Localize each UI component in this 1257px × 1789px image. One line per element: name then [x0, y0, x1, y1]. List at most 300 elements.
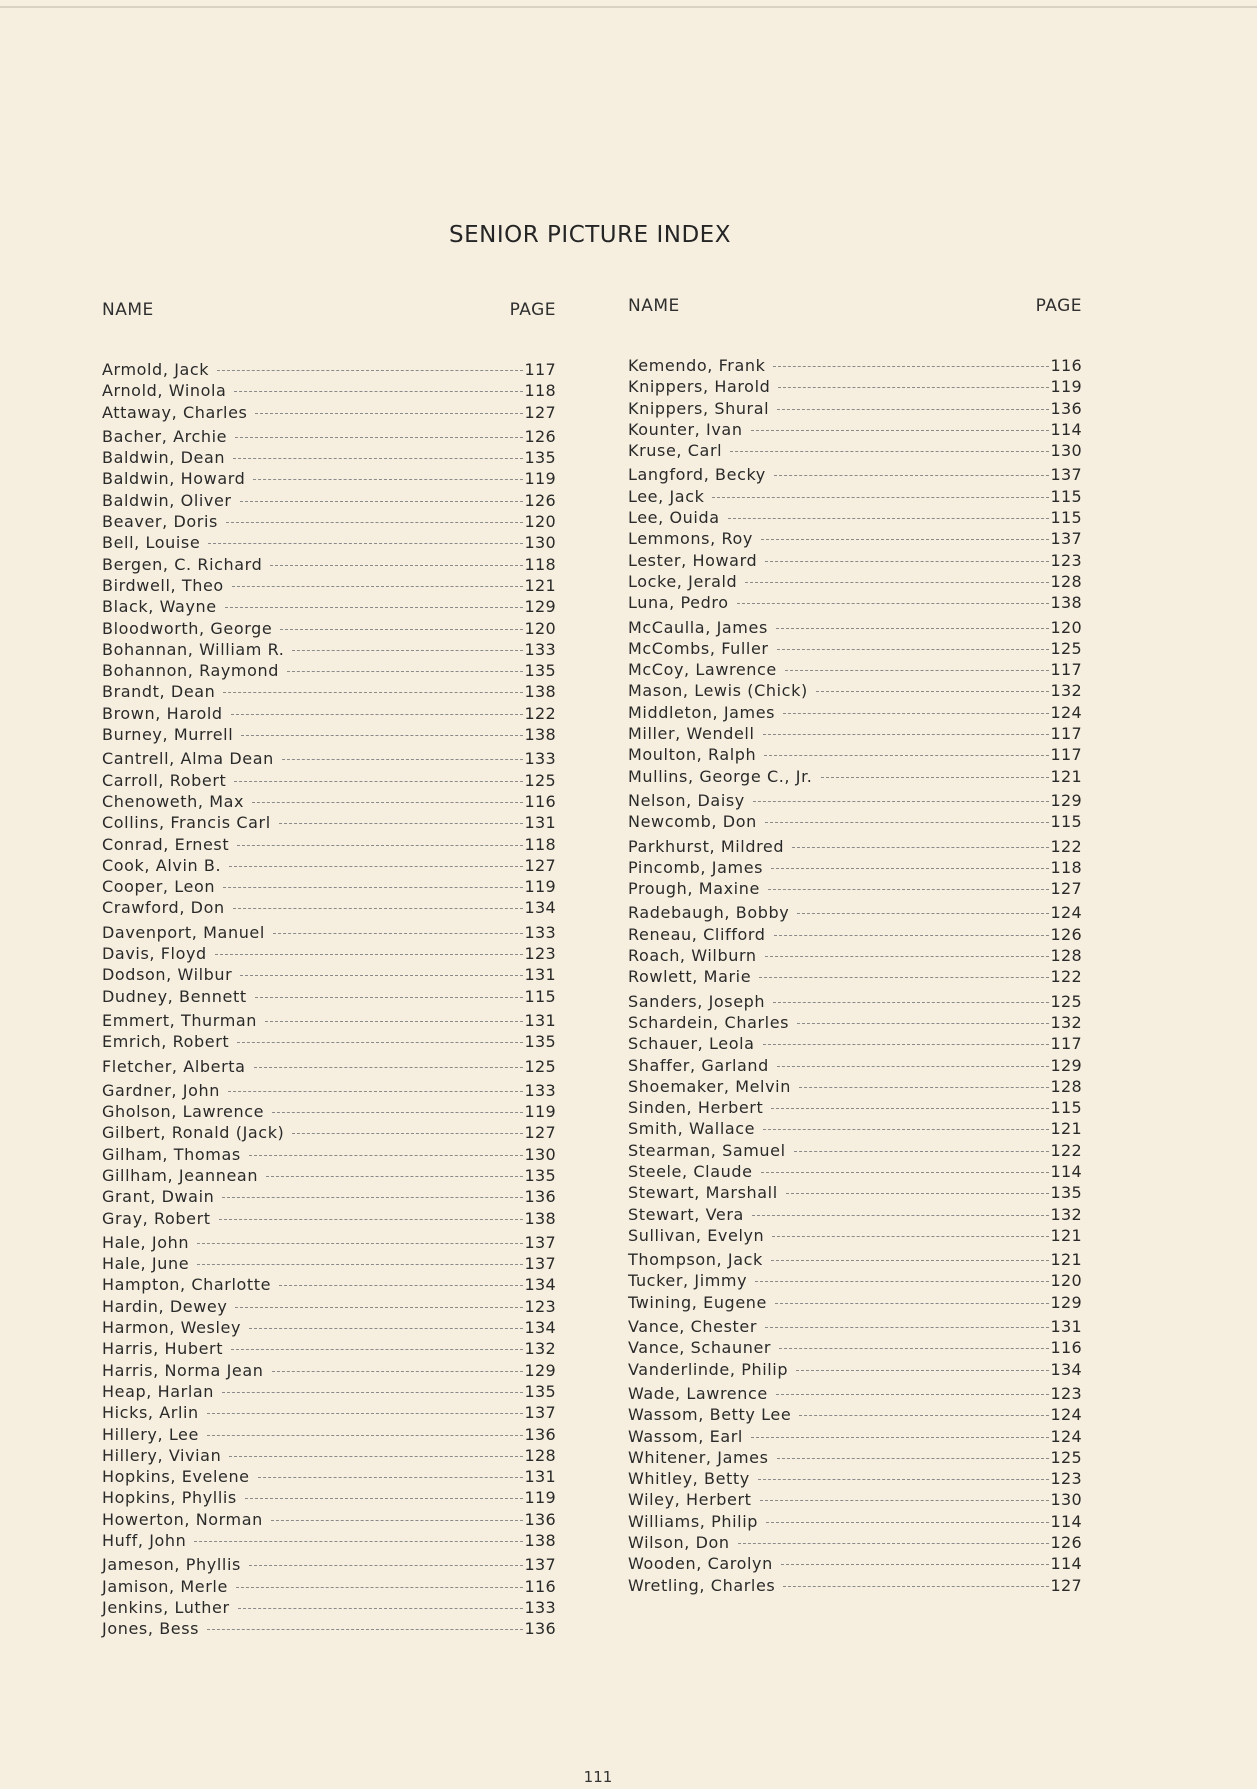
letter-group: [102, 1555, 556, 1640]
index-entry: [628, 903, 1082, 924]
index-entry: [628, 1360, 1082, 1381]
dot-leader: [783, 1586, 1048, 1587]
entry-name: Pincomb, James: [628, 857, 764, 877]
entry-page: 138: [524, 682, 556, 702]
entry-page: 120: [524, 512, 556, 532]
dot-leader: [765, 1327, 1048, 1328]
entry-page: 138: [524, 1208, 556, 1228]
index-entry: [102, 448, 556, 469]
entry-page: 136: [524, 1619, 556, 1639]
letter-group: [102, 1081, 556, 1230]
index-entry: [628, 1250, 1082, 1271]
dot-leader: [237, 845, 522, 846]
entry-page: 117: [1050, 724, 1082, 744]
entry-page: 128: [1050, 1076, 1082, 1096]
dot-leader: [217, 370, 522, 371]
index-entry: [102, 597, 556, 618]
index-entry: [102, 1275, 556, 1296]
entry-name: Williams, Philip: [628, 1511, 759, 1531]
dot-leader: [797, 1023, 1048, 1024]
entry-page: 134: [1050, 1359, 1082, 1379]
dot-leader: [763, 1129, 1048, 1130]
dot-leader: [772, 1236, 1048, 1237]
index-entry: [628, 1119, 1082, 1140]
index-entry: [102, 987, 556, 1008]
entry-page: 136: [524, 1187, 556, 1207]
dot-leader: [771, 868, 1048, 869]
dot-leader: [774, 935, 1049, 936]
dot-leader: [241, 735, 522, 736]
entry-name: Hopkins, Evelene: [102, 1467, 250, 1487]
index-entry: [102, 1446, 556, 1467]
entry-name: Thompson, Jack: [628, 1250, 763, 1270]
index-entry: [628, 593, 1082, 614]
dot-leader: [821, 777, 1049, 778]
letter-group: [102, 749, 556, 919]
entry-name: Middleton, James: [628, 702, 776, 722]
index-entry: [628, 1338, 1082, 1359]
index-entry: [102, 771, 556, 792]
entry-name: Huff, John: [102, 1531, 187, 1551]
entry-name: Collins, Francis Carl: [102, 813, 271, 833]
entry-name: Reneau, Clifford: [628, 924, 766, 944]
dot-leader: [279, 1285, 522, 1286]
entry-page: 115: [524, 986, 556, 1006]
dot-leader: [777, 1458, 1049, 1459]
dot-leader: [223, 692, 522, 693]
index-entry: [102, 1057, 556, 1078]
index-entry: [102, 533, 556, 554]
index-entry: [628, 724, 1082, 745]
entry-name: Davis, Floyd: [102, 944, 207, 964]
letter-group: [102, 923, 556, 1008]
entry-name: Vance, Schauner: [628, 1338, 772, 1358]
index-entry: [102, 1297, 556, 1318]
entry-name: Emrich, Robert: [102, 1032, 230, 1052]
entry-name: Stewart, Vera: [628, 1204, 744, 1224]
dot-leader: [771, 1108, 1048, 1109]
entry-page: 125: [1050, 991, 1082, 1011]
entry-page: 137: [524, 1254, 556, 1274]
entry-name: Gardner, John: [102, 1080, 220, 1100]
dot-leader: [207, 1629, 522, 1630]
entry-page: 138: [524, 1531, 556, 1551]
dot-leader: [766, 1522, 1049, 1523]
entry-page: 114: [1050, 1511, 1082, 1531]
entry-name: Kounter, Ivan: [628, 419, 743, 439]
index-entry: [102, 682, 556, 703]
dot-leader: [231, 1349, 522, 1350]
letter-group: [102, 360, 556, 424]
dot-leader: [765, 822, 1049, 823]
index-entry: [628, 465, 1082, 486]
entry-name: Hale, June: [102, 1254, 190, 1274]
entry-page: 124: [1050, 1426, 1082, 1446]
entry-page: 114: [1050, 1554, 1082, 1574]
letter-group: [628, 1250, 1082, 1314]
index-entry: [102, 619, 556, 640]
index-entry: [628, 1271, 1082, 1292]
entry-name: Smith, Wallace: [628, 1119, 756, 1139]
index-entry: [628, 572, 1082, 593]
dot-leader: [249, 1155, 523, 1156]
letter-group: [628, 837, 1082, 901]
entry-page: 135: [1050, 1183, 1082, 1203]
entry-name: Nelson, Daisy: [628, 790, 745, 810]
entry-name: Jameson, Phyllis: [102, 1555, 241, 1575]
entry-page: 116: [1050, 356, 1082, 375]
dot-leader: [797, 913, 1048, 914]
entry-page: 137: [524, 1232, 556, 1252]
dot-leader: [282, 759, 523, 760]
dot-leader: [763, 734, 1049, 735]
dot-leader: [233, 458, 522, 459]
entry-name: Bohannon, Raymond: [102, 661, 280, 681]
entry-page: 120: [1050, 1271, 1082, 1291]
dot-leader: [751, 430, 1049, 431]
entry-name: Wooden, Carolyn: [628, 1554, 773, 1574]
entry-page: 128: [524, 1445, 556, 1465]
column-header: [102, 300, 556, 320]
entry-name: Hicks, Arlin: [102, 1403, 199, 1423]
entry-name: Radebaugh, Bobby: [628, 903, 790, 923]
letter-group: [628, 903, 1082, 988]
entry-name: Hampton, Charlotte: [102, 1275, 272, 1295]
letter-group: [628, 1384, 1082, 1597]
entry-page: 136: [524, 1509, 556, 1529]
index-entry: [102, 1102, 556, 1123]
index-entry: [628, 1162, 1082, 1183]
entry-page: 138: [524, 725, 556, 745]
entry-page: 134: [524, 898, 556, 918]
index-entry: [102, 427, 556, 448]
entry-page: 118: [524, 834, 556, 854]
entry-page: 127: [524, 1123, 556, 1143]
dot-leader: [292, 650, 522, 651]
entry-page: 123: [524, 1296, 556, 1316]
entry-name: Baldwin, Howard: [102, 469, 246, 489]
index-entry: [102, 576, 556, 597]
entry-page: 135: [524, 448, 556, 468]
index-entry: [628, 1226, 1082, 1247]
index-entry: [628, 399, 1082, 420]
index-entry: [102, 1510, 556, 1531]
dot-leader: [270, 565, 522, 566]
entry-name: Birdwell, Theo: [102, 575, 224, 595]
index-entry: [102, 1209, 556, 1230]
index-entry: [628, 1384, 1082, 1405]
entry-name: Howerton, Norman: [102, 1509, 263, 1529]
entry-name: Armold, Jack: [102, 360, 210, 379]
dot-leader: [765, 956, 1049, 957]
index-entry: [102, 360, 556, 381]
entry-page: 119: [1050, 377, 1082, 397]
dot-leader: [730, 451, 1048, 452]
index-entry: [102, 1425, 556, 1446]
entry-name: Schauer, Leola: [628, 1034, 755, 1054]
entry-page: 127: [524, 855, 556, 875]
dot-leader: [236, 1587, 523, 1588]
letter-group: [628, 618, 1082, 788]
entry-page: 128: [1050, 571, 1082, 591]
entry-page: 134: [524, 1318, 556, 1338]
dot-leader: [287, 671, 523, 672]
entry-page: 133: [524, 922, 556, 942]
index-entry: [102, 1577, 556, 1598]
dot-leader: [197, 1243, 522, 1244]
entry-page: 129: [524, 597, 556, 617]
index-entry: [628, 1034, 1082, 1055]
page-header: PAGE: [509, 300, 556, 320]
entry-name: Knippers, Harold: [628, 377, 771, 397]
entry-name: Bloodworth, George: [102, 618, 273, 638]
index-entry: [102, 923, 556, 944]
index-entry: [102, 1339, 556, 1360]
index-entry: [628, 1448, 1082, 1469]
entry-page: 119: [524, 1102, 556, 1122]
entry-page: 117: [1050, 1034, 1082, 1054]
entry-name: Wiley, Herbert: [628, 1490, 752, 1510]
index-entry: [102, 877, 556, 898]
entry-name: Vanderlinde, Philip: [628, 1359, 789, 1379]
index-entry: [102, 512, 556, 533]
index-entry: [628, 1077, 1082, 1098]
entry-page: 114: [1050, 1161, 1082, 1181]
index-entry: [628, 1427, 1082, 1448]
index-entry: [628, 837, 1082, 858]
index-entry: [102, 491, 556, 512]
entry-page: 137: [1050, 529, 1082, 549]
index-entry: [102, 1318, 556, 1339]
entry-page: 134: [524, 1275, 556, 1295]
dot-leader: [207, 1413, 523, 1414]
entry-name: Harris, Hubert: [102, 1339, 224, 1359]
dot-leader: [751, 1437, 1049, 1438]
dot-leader: [775, 1303, 1049, 1304]
entry-name: Sanders, Joseph: [628, 991, 766, 1011]
dot-leader: [234, 781, 522, 782]
dot-leader: [231, 714, 523, 715]
entry-page: 124: [1050, 1405, 1082, 1425]
index-entry: [628, 967, 1082, 988]
dot-leader: [229, 866, 522, 867]
entry-name: Mason, Lewis (Chick): [628, 681, 808, 701]
entry-page: 131: [524, 1467, 556, 1487]
entry-name: Stewart, Marshall: [628, 1183, 778, 1203]
entry-name: Grant, Dwain: [102, 1187, 215, 1207]
entry-page: 115: [1050, 812, 1082, 832]
entry-page: 118: [524, 554, 556, 574]
dot-leader: [777, 649, 1049, 650]
index-entry: [628, 1183, 1082, 1204]
entry-name: Whitley, Betty: [628, 1469, 750, 1489]
entry-page: 122: [1050, 967, 1082, 987]
entry-name: Shaffer, Garland: [628, 1055, 769, 1075]
entry-name: McCaulla, James: [628, 617, 768, 637]
entry-page: 126: [1050, 924, 1082, 944]
index-entry: [628, 660, 1082, 681]
dot-leader: [280, 629, 522, 630]
dot-leader: [266, 1176, 522, 1177]
entry-name: Rowlett, Marie: [628, 967, 752, 987]
entry-name: Arnold, Winola: [102, 381, 227, 401]
entry-name: Wilson, Don: [628, 1533, 730, 1553]
dot-leader: [777, 409, 1048, 410]
entry-page: 128: [1050, 946, 1082, 966]
dot-leader: [228, 1091, 523, 1092]
entry-name: Newcomb, Don: [628, 812, 757, 832]
index-entry: [102, 1254, 556, 1275]
dot-leader: [258, 1477, 523, 1478]
index-entry: [628, 639, 1082, 660]
dot-leader: [226, 522, 523, 523]
dot-leader: [240, 501, 523, 502]
entry-name: Lee, Ouida: [628, 508, 720, 528]
entry-page: 117: [524, 360, 556, 379]
entry-page: 125: [1050, 638, 1082, 658]
entry-page: 118: [1050, 857, 1082, 877]
entry-page: 121: [1050, 1250, 1082, 1270]
entry-page: 115: [1050, 1098, 1082, 1118]
entry-page: 133: [524, 639, 556, 659]
entry-page: 130: [524, 533, 556, 553]
index-entry: [628, 879, 1082, 900]
entry-name: Davenport, Manuel: [102, 922, 265, 942]
entry-page: 119: [524, 469, 556, 489]
name-header: NAME: [628, 296, 680, 316]
entry-page: 123: [1050, 1469, 1082, 1489]
entry-name: Hardin, Dewey: [102, 1296, 228, 1316]
index-entry: [102, 661, 556, 682]
entry-name: Bacher, Archie: [102, 426, 228, 446]
index-entry: [102, 1081, 556, 1102]
index-entry: [628, 1533, 1082, 1554]
letter-group: [102, 1011, 556, 1054]
index-entry: [628, 1098, 1082, 1119]
dot-leader: [255, 997, 523, 998]
index-entry: [102, 813, 556, 834]
entry-page: 129: [1050, 790, 1082, 810]
entry-page: 118: [524, 381, 556, 401]
dot-leader: [233, 908, 523, 909]
index-entry: [628, 508, 1082, 529]
index-entry: [102, 1488, 556, 1509]
entry-name: Stearman, Samuel: [628, 1140, 786, 1160]
dot-leader: [778, 387, 1048, 388]
index-entry: [102, 555, 556, 576]
entry-page: 121: [1050, 1119, 1082, 1139]
index-entry: [628, 1490, 1082, 1511]
entry-name: Steele, Claude: [628, 1161, 753, 1181]
index-entry: [628, 1405, 1082, 1426]
dot-leader: [765, 561, 1048, 562]
entry-name: Wretling, Charles: [628, 1575, 776, 1595]
dot-leader: [235, 1307, 522, 1308]
entry-page: 132: [1050, 1204, 1082, 1224]
entry-page: 126: [524, 490, 556, 510]
entry-page: 120: [524, 618, 556, 638]
entry-name: Whitener, James: [628, 1447, 769, 1467]
dot-leader: [249, 1328, 523, 1329]
dot-leader: [776, 628, 1049, 629]
index-entry: [628, 946, 1082, 967]
entry-page: 137: [524, 1403, 556, 1423]
entry-list: [102, 360, 556, 1641]
page-header: PAGE: [1035, 296, 1082, 316]
entry-page: 136: [1050, 398, 1082, 418]
dot-leader: [235, 437, 522, 438]
dot-leader: [219, 1219, 523, 1220]
dot-leader: [755, 1281, 1048, 1282]
dot-leader: [783, 713, 1048, 714]
index-entry: [102, 1233, 556, 1254]
index-entry: [628, 377, 1082, 398]
dot-leader: [753, 801, 1049, 802]
entry-name: Gillham, Jeannean: [102, 1165, 259, 1185]
dot-leader: [273, 933, 523, 934]
entry-page: 129: [1050, 1292, 1082, 1312]
index-entry: [102, 1123, 556, 1144]
letter-group: [628, 791, 1082, 834]
entry-page: 127: [1050, 879, 1082, 899]
dot-leader: [208, 543, 522, 544]
dot-leader: [279, 823, 523, 824]
entry-page: 127: [1050, 1575, 1082, 1595]
index-entry: [102, 469, 556, 490]
index-entry: [628, 420, 1082, 441]
entry-page: 130: [1050, 441, 1082, 461]
entry-page: 114: [1050, 419, 1082, 439]
entry-page: 133: [524, 1080, 556, 1100]
entry-name: Carroll, Robert: [102, 770, 227, 790]
dot-leader: [764, 755, 1048, 756]
entry-name: Locke, Jerald: [628, 571, 738, 591]
name-header: NAME: [102, 300, 154, 320]
dot-leader: [207, 1435, 523, 1436]
index-column-right: [628, 296, 1082, 1600]
entry-page: 131: [1050, 1317, 1082, 1337]
entry-name: Miller, Wendell: [628, 724, 755, 744]
entry-name: Lester, Howard: [628, 550, 758, 570]
dot-leader: [785, 670, 1049, 671]
entry-page: 133: [524, 749, 556, 769]
index-entry: [102, 1555, 556, 1576]
dot-leader: [761, 539, 1049, 540]
entry-name: Hopkins, Phyllis: [102, 1488, 237, 1508]
index-entry: [628, 1469, 1082, 1490]
entry-page: 135: [524, 1381, 556, 1401]
dot-leader: [752, 1215, 1049, 1216]
entry-page: 137: [524, 1555, 556, 1575]
entry-name: Schardein, Charles: [628, 1012, 790, 1032]
dot-leader: [773, 1002, 1048, 1003]
entry-name: Vance, Chester: [628, 1317, 758, 1337]
entry-page: 115: [1050, 486, 1082, 506]
index-entry: [102, 749, 556, 770]
index-entry: [628, 1512, 1082, 1533]
entry-name: Wade, Lawrence: [628, 1383, 768, 1403]
index-entry: [628, 681, 1082, 702]
entry-name: Gray, Robert: [102, 1208, 211, 1228]
entry-name: Sullivan, Evelyn: [628, 1225, 765, 1245]
entry-name: Bell, Louise: [102, 533, 201, 553]
entry-page: 138: [1050, 593, 1082, 613]
dot-leader: [240, 975, 522, 976]
index-entry: [102, 1531, 556, 1552]
entry-page: 132: [1050, 681, 1082, 701]
entry-name: Brandt, Dean: [102, 682, 216, 702]
dot-leader: [768, 889, 1049, 890]
